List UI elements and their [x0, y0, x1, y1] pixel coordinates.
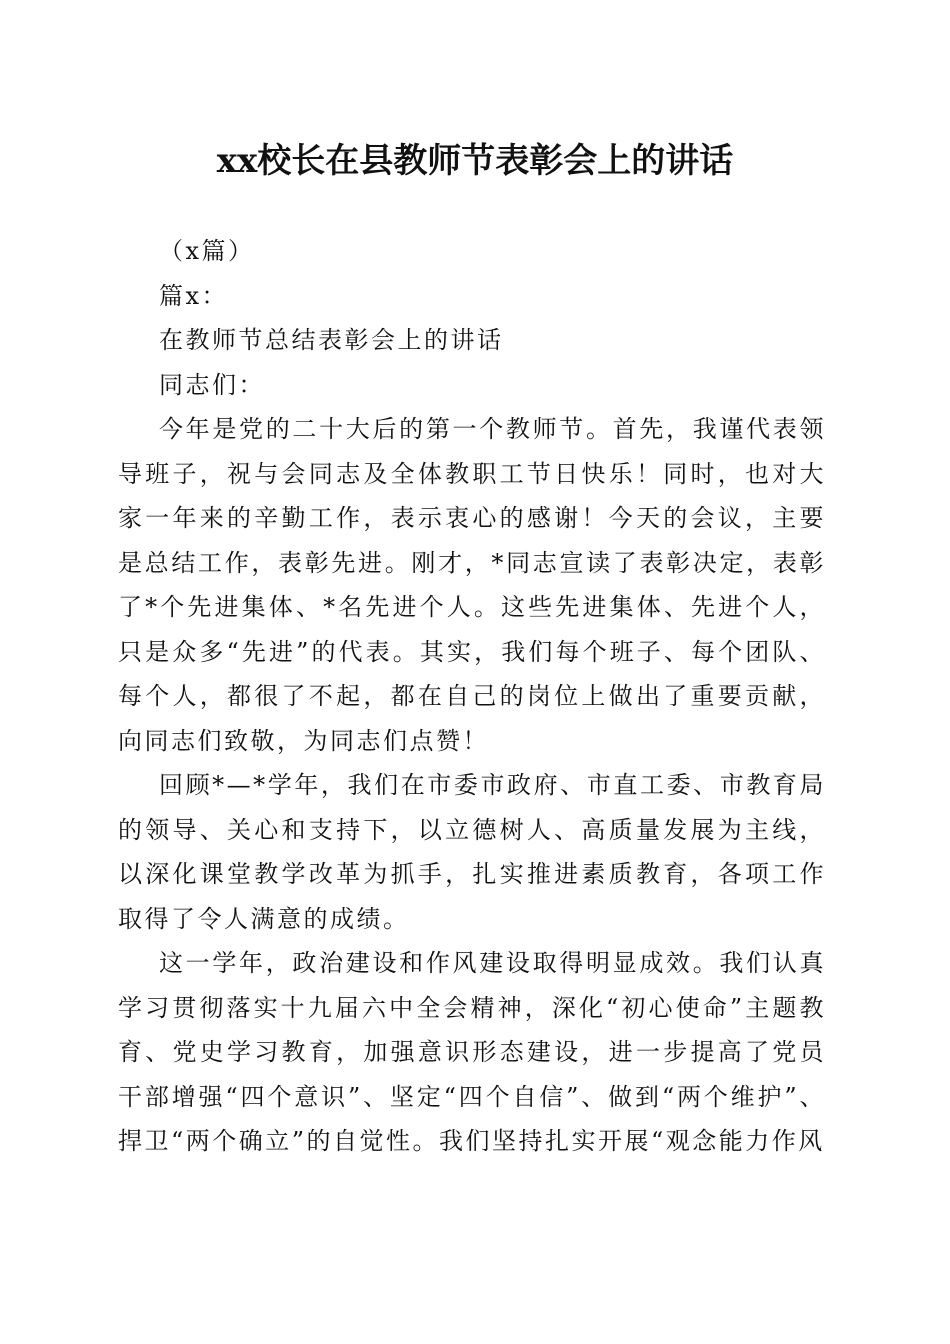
- speech-heading: 在教师节总结表彰会上的讲话: [159, 326, 504, 354]
- salutation: 同志们：: [159, 370, 265, 399]
- section-label: 篇x：: [159, 281, 229, 310]
- paragraph: 这一学年，政治建设和作风建设取得明显成效。我们认真学习贯彻落实十九届六中全会精神，深化“初心使命”主题教育、党史学习教育，加强意识形态建设，进一步提高了党员干部增强“四个意识”、坚定“四个自信”、做到“两个维护”、捍卫“两个确立”的自觉性。我们坚持扎实开展“观念能力作风: [118, 949, 826, 1155]
- document-title: xx校长在县教师节表彰会上的讲话: [216, 141, 734, 181]
- document-body: [118, 229, 826, 1164]
- paragraph: 今年是党的二十大后的第一个教师节。首先，我谨代表领导班子，祝与会同志及全体教职工节日快乐！同时，也对大家一年来的辛勤工作，表示衷心的感谢！今天的会议，主要是总结工作，表彰先进。刚才，*同志宣读了表彰决定，表彰了*个先进集体、*名先进个人。这些先进集体、先进个人，只是众多“先进”的代表。其实，我们每个班子、每个团队、每个人，都很了不起，都在自己的岗位上做出了重要贡献，向同志们致敬，为同志们点赞！: [118, 415, 826, 755]
- paragraph: 回顾*—*学年，我们在市委市政府、市直工委、市教育局的领导、关心和支持下，以立德树人、高质量发展为主线，以深化课堂教学改革为抓手，扎实推进素质教育，各项工作取得了令人满意的成绩。: [118, 771, 826, 933]
- subtitle-count: （x篇）: [159, 237, 255, 265]
